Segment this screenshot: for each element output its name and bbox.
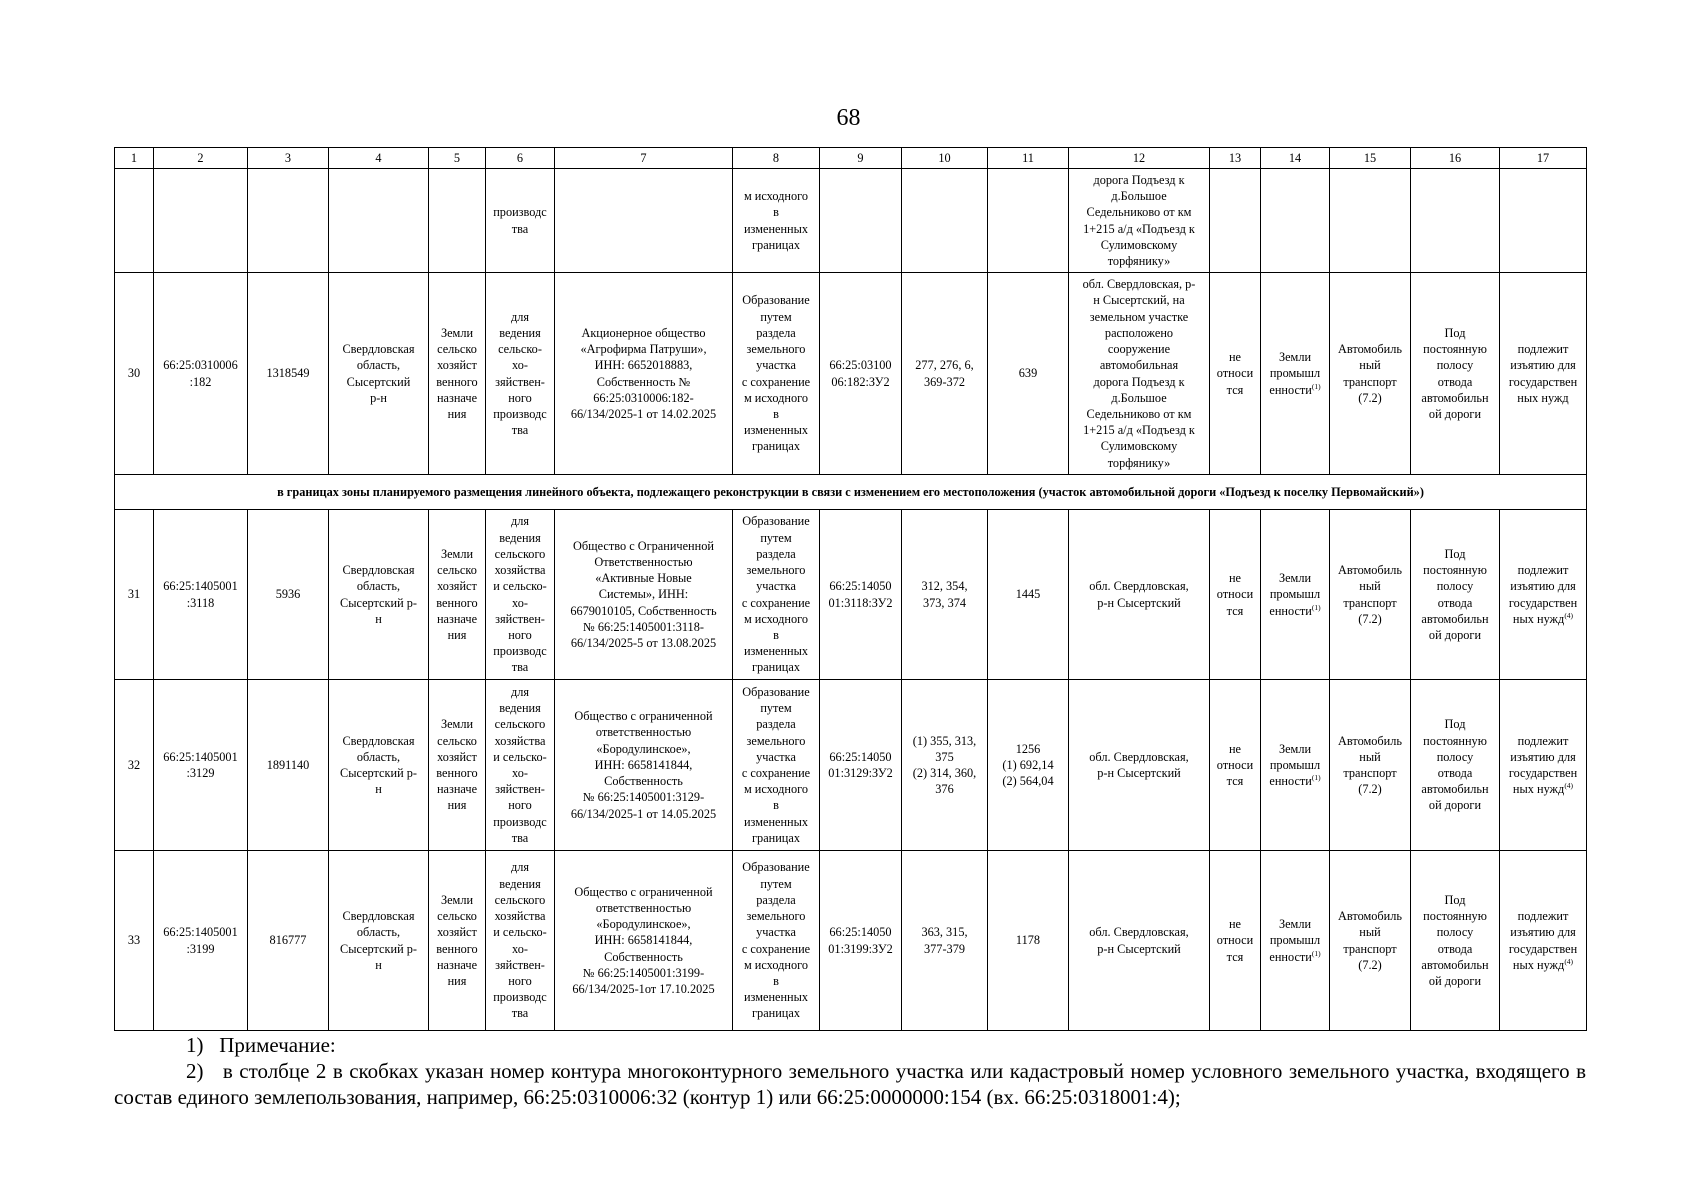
- notes: [114, 1032, 1586, 1110]
- table-cell-col-10: 277, 276, 6, 369-372: [902, 273, 988, 475]
- table-cell-col-16: Под постоянную полосу отвода автомобильн ой дороги: [1411, 851, 1500, 1031]
- table-cell-col-1: 33: [115, 851, 154, 1031]
- table-cell-col-13: не относи тся: [1210, 680, 1261, 851]
- page-number: 68: [836, 105, 861, 131]
- table-cell-col-3: 1318549: [248, 273, 329, 475]
- table-cell-col-6: для ведения сельско- хо- зяйствен- ного производс тва: [486, 273, 555, 475]
- table-cell-col-11: 1178: [988, 851, 1069, 1031]
- table-cell-col-12: дорога Подъезд к д.Большое Седельниково от км 1+215 а/д «Подъезд к Сулимовскому торфянику»: [1069, 169, 1210, 273]
- row-continuation: [115, 169, 1587, 273]
- table-cell-col-8: м исходного в измененных границах: [733, 169, 820, 273]
- row-31: [115, 510, 1587, 680]
- table-cell-col-17: подлежит изъятию для государствен ных нужд$^{(4)}$: [1500, 851, 1587, 1031]
- column-number-6: 6: [486, 148, 555, 169]
- column-number-5: 5: [429, 148, 486, 169]
- table-cell-col-5: [429, 169, 486, 273]
- section-title-row: [115, 475, 1587, 510]
- column-number-10: 10: [902, 148, 988, 169]
- row-33: [115, 851, 1587, 1031]
- table-cell-col-16: [1411, 169, 1500, 273]
- table-cell-col-4: Свердловская область, Сысертский р- н: [329, 851, 429, 1031]
- table-cell-col-1: 31: [115, 510, 154, 680]
- table-cell-col-4: Свердловская область, Сысертский р- н: [329, 680, 429, 851]
- table-cell-col-3: 816777: [248, 851, 329, 1031]
- table-cell-col-14: Земли промышл енности$^{(1)}$: [1261, 680, 1330, 851]
- column-number-9: 9: [820, 148, 902, 169]
- table-cell-col-7: [555, 169, 733, 273]
- column-number-1: 1: [115, 148, 154, 169]
- table-cell-col-3: 5936: [248, 510, 329, 680]
- table-cell-col-5: Земли сельско хозяйст венного назначе ния: [429, 273, 486, 475]
- table-cell-col-8: Образование путем раздела земельного участка с сохранение м исходного в измененных границах: [733, 851, 820, 1031]
- column-number-17: 17: [1500, 148, 1587, 169]
- table-cell-col-12: обл. Свердловская, р-н Сысертский: [1069, 851, 1210, 1031]
- table-cell-col-3: [248, 169, 329, 273]
- table-cell-col-10: 312, 354, 373, 374: [902, 510, 988, 680]
- table-cell-col-17: подлежит изъятию для государствен ных нужд$^{(4)}$: [1500, 680, 1587, 851]
- table-cell-col-4: Свердловская область, Сысертский р-н: [329, 273, 429, 475]
- table-cell-col-10: 363, 315, 377-379: [902, 851, 988, 1031]
- column-number-14: 14: [1261, 148, 1330, 169]
- table-cell-col-11: 1445: [988, 510, 1069, 680]
- table-cell-col-6: для ведения сельского хозяйства и сельско- хо- зяйствен- ного производс тва: [486, 510, 555, 680]
- column-number-16: 16: [1411, 148, 1500, 169]
- table-cell-col-11: 639: [988, 273, 1069, 475]
- table-cell-col-12: обл. Свердловская, р-н Сысертский: [1069, 510, 1210, 680]
- table-cell-col-14: Земли промышл енности$^{(1)}$: [1261, 273, 1330, 475]
- table-cell-col-17: [1500, 169, 1587, 273]
- table-cell-col-15: Автомобиль ный транспорт (7.2): [1330, 851, 1411, 1031]
- column-number-2: 2: [154, 148, 248, 169]
- table-cell-col-9: 66:25:14050 01:3118:ЗУ2: [820, 510, 902, 680]
- table-cell-col-2: 66:25:1405001 :3129: [154, 680, 248, 851]
- table-cell-col-15: Автомобиль ный транспорт (7.2): [1330, 273, 1411, 475]
- table-cell-col-6: для ведения сельского хозяйства и сельско- хо- зяйствен- ного производс тва: [486, 851, 555, 1031]
- table-cell-col-17: подлежит изъятию для государствен ных нужд$^{(4)}$: [1500, 510, 1587, 680]
- table-cell-col-7: Акционерное общество «Агрофирма Патруши», ИНН: 6652018883, Собственность № 66:25:0310006:182- 66/134/2025-1 от 14.02.2025: [555, 273, 733, 475]
- table-cell-col-11: 1256 (1) 692,14 (2) 564,04: [988, 680, 1069, 851]
- table-cell-col-15: Автомобиль ный транспорт (7.2): [1330, 680, 1411, 851]
- table-cell-col-6: для ведения сельского хозяйства и сельско- хо- зяйствен- ного производс тва: [486, 680, 555, 851]
- column-number-15: 15: [1330, 148, 1411, 169]
- table-cell-col-15: [1330, 169, 1411, 273]
- table-cell-col-10: [902, 169, 988, 273]
- table-cell-col-9: 66:25:14050 01:3129:ЗУ2: [820, 680, 902, 851]
- table-cell-col-12: обл. Свердловская, р-н Сысертский: [1069, 680, 1210, 851]
- table-cell-col-8: Образование путем раздела земельного участка с сохранение м исходного в измененных границах: [733, 273, 820, 475]
- column-number-3: 3: [248, 148, 329, 169]
- table-cell-col-13: [1210, 169, 1261, 273]
- table-cell-col-9: 66:25:14050 01:3199:ЗУ2: [820, 851, 902, 1031]
- table-cell-col-5: Земли сельско хозяйст венного назначе ния: [429, 680, 486, 851]
- table-cell-col-5: Земли сельско хозяйст венного назначе ния: [429, 510, 486, 680]
- table-cell-col-1: 30: [115, 273, 154, 475]
- row-30: [115, 273, 1587, 475]
- table-cell-col-2: 66:25:1405001 :3118: [154, 510, 248, 680]
- table-cell-col-9: [820, 169, 902, 273]
- table-cell-col-7: Общество с ограниченной ответственностью «Бородулинское», ИНН: 6658141844, Собственность № 66:25:1405001:3129- 66/134/2025-1 от 14.05.2025: [555, 680, 733, 851]
- table-cell-col-10: (1) 355, 313, 375 (2) 314, 360, 376: [902, 680, 988, 851]
- table-cell-col-14: [1261, 169, 1330, 273]
- table-cell-col-8: Образование путем раздела земельного участка с сохранение м исходного в измененных границах: [733, 510, 820, 680]
- table-header-row: [115, 148, 1587, 169]
- table-cell-col-13: не относи тся: [1210, 510, 1261, 680]
- table-cell-col-7: Общество с ограниченной ответственностью «Бородулинское», ИНН: 6658141844, Собственность № 66:25:1405001:3199- 66/134/2025-1от 17.10.2025: [555, 851, 733, 1031]
- table-cell-col-14: Земли промышл енности$^{(1)}$: [1261, 510, 1330, 680]
- table-cell-col-12: обл. Свердловская, р- н Сысертский, на земельном участке расположено сооружение автомобильная дорога Подъезд к д.Большое Седельниково от км 1+215 а/д «Подъезд к Сулимовскому торфянику»: [1069, 273, 1210, 475]
- table-cell-col-1: 32: [115, 680, 154, 851]
- row-32: [115, 680, 1587, 851]
- column-number-12: 12: [1069, 148, 1210, 169]
- table-cell-col-7: Общество с Ограниченной Ответственностью «Активные Новые Системы», ИНН: 6679010105, Собственность № 66:25:1405001:3118- 66/134/2025-5 от 13.08.2025: [555, 510, 733, 680]
- table-cell-col-15: Автомобиль ный транспорт (7.2): [1330, 510, 1411, 680]
- table-cell-col-16: Под постоянную полосу отвода автомобильн ой дороги: [1411, 680, 1500, 851]
- column-number-7: 7: [555, 148, 733, 169]
- section-title: в границах зоны планируемого размещения линейного объекта, подлежащего реконструкции в связи с изменением его местоположения (участок автомобильной дороги «Подъезд к поселку Первомайский»): [115, 475, 1587, 510]
- table-cell-col-16: Под постоянную полосу отвода автомобильн ой дороги: [1411, 510, 1500, 680]
- table-cell-col-5: Земли сельско хозяйст венного назначе ния: [429, 851, 486, 1031]
- table-cell-col-1: [115, 169, 154, 273]
- table-cell-col-13: не относи тся: [1210, 273, 1261, 475]
- column-number-8: 8: [733, 148, 820, 169]
- table-cell-col-3: 1891140: [248, 680, 329, 851]
- table-cell-col-11: [988, 169, 1069, 273]
- table-cell-col-17: подлежит изъятию для государствен ных нужд: [1500, 273, 1587, 475]
- table-cell-col-6: производс тва: [486, 169, 555, 273]
- table-cell-col-2: [154, 169, 248, 273]
- table-cell-col-8: Образование путем раздела земельного участка с сохранение м исходного в измененных границах: [733, 680, 820, 851]
- column-number-13: 13: [1210, 148, 1261, 169]
- note-2: 2) в столбце 2 в скобках указан номер контура многоконтурного земельного участка или кадастровый номер условного земельного участка, входящего в состав единого землепользования, например, 66:25:0310006:32 (контур 1) или 66:25:0000000:154 (вх. 66:25:0318001:4);: [114, 1059, 1586, 1109]
- table-cell-col-13: не относи тся: [1210, 851, 1261, 1031]
- column-number-4: 4: [329, 148, 429, 169]
- table-cell-col-14: Земли промышл енности$^{(1)}$: [1261, 851, 1330, 1031]
- table-cell-col-2: 66:25:1405001 :3199: [154, 851, 248, 1031]
- table-cell-col-16: Под постоянную полосу отвода автомобильн ой дороги: [1411, 273, 1500, 475]
- table-cell-col-4: Свердловская область, Сысертский р- н: [329, 510, 429, 680]
- column-number-11: 11: [988, 148, 1069, 169]
- note-1: 1) Примечание:: [186, 1033, 336, 1057]
- table-cell-col-2: 66:25:0310006 :182: [154, 273, 248, 475]
- land-plots-table: [114, 147, 1587, 1031]
- table-cell-col-4: [329, 169, 429, 273]
- table-cell-col-9: 66:25:03100 06:182:ЗУ2: [820, 273, 902, 475]
